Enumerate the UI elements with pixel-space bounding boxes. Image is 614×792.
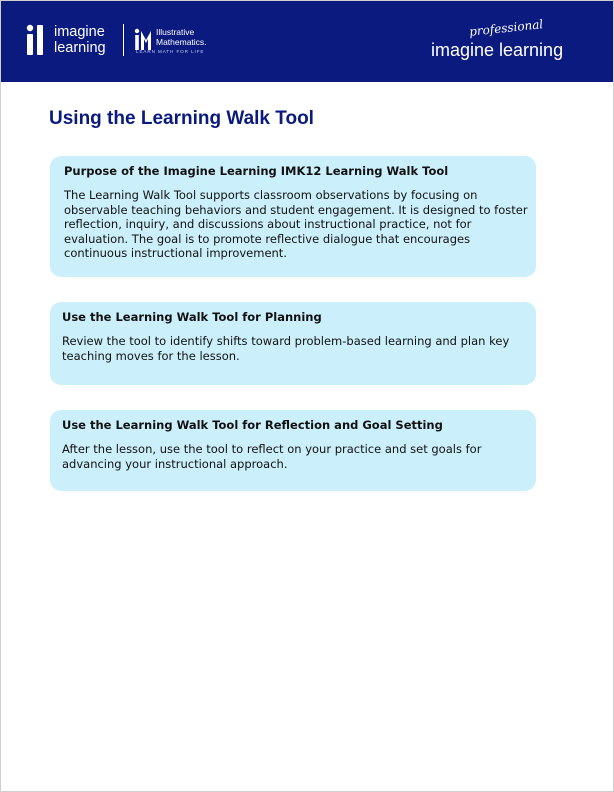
partner-line1: Illustrative: [156, 27, 195, 37]
purpose-card: [50, 156, 536, 277]
planning-card: [50, 302, 536, 385]
page-header: [1, 1, 613, 82]
partner-line2: Mathematics.: [156, 36, 207, 47]
professional-learning-logo: [431, 17, 591, 65]
professional-wordmark: imagine learning: [431, 40, 564, 60]
planning-heading: Use the Learning Walk Tool for Planning: [62, 310, 322, 324]
partner-tagline: LEARN MATH FOR LIFE: [136, 49, 205, 54]
planning-body: Review the tool to identify shifts toward problem-based learning and plan key teaching moves for the lesson.: [62, 334, 510, 363]
reflection-card: [50, 410, 536, 491]
brand-line1: imagine: [54, 24, 105, 40]
professional-script: professional: [468, 17, 544, 39]
imagine-learning-mark-icon: [25, 24, 49, 56]
imagine-learning-wordmark: [54, 24, 106, 56]
page-title: Using the Learning Walk Tool: [49, 108, 314, 129]
illustrative-mathematics-wordmark: [156, 28, 207, 47]
reflection-heading: Use the Learning Walk Tool for Reflection and Goal Setting: [62, 418, 443, 432]
brand-line2: learning: [54, 40, 106, 56]
purpose-heading: Purpose of the Imagine Learning IMK12 Learning Walk Tool: [64, 164, 449, 178]
purpose-body: The Learning Walk Tool supports classroom observations by focusing on observable teaching behaviors and student engagement. It is designed to foster reflection, inquiry, and discussions about instructional practice, not for evaluation. The goal is to promote reflective dialogue that encourages continuous instructional improvement.: [64, 188, 528, 260]
brand-divider: [123, 24, 124, 56]
reflection-body: After the lesson, use the tool to reflect on your practice and set goals for advancing your instructional approach.: [62, 442, 482, 471]
